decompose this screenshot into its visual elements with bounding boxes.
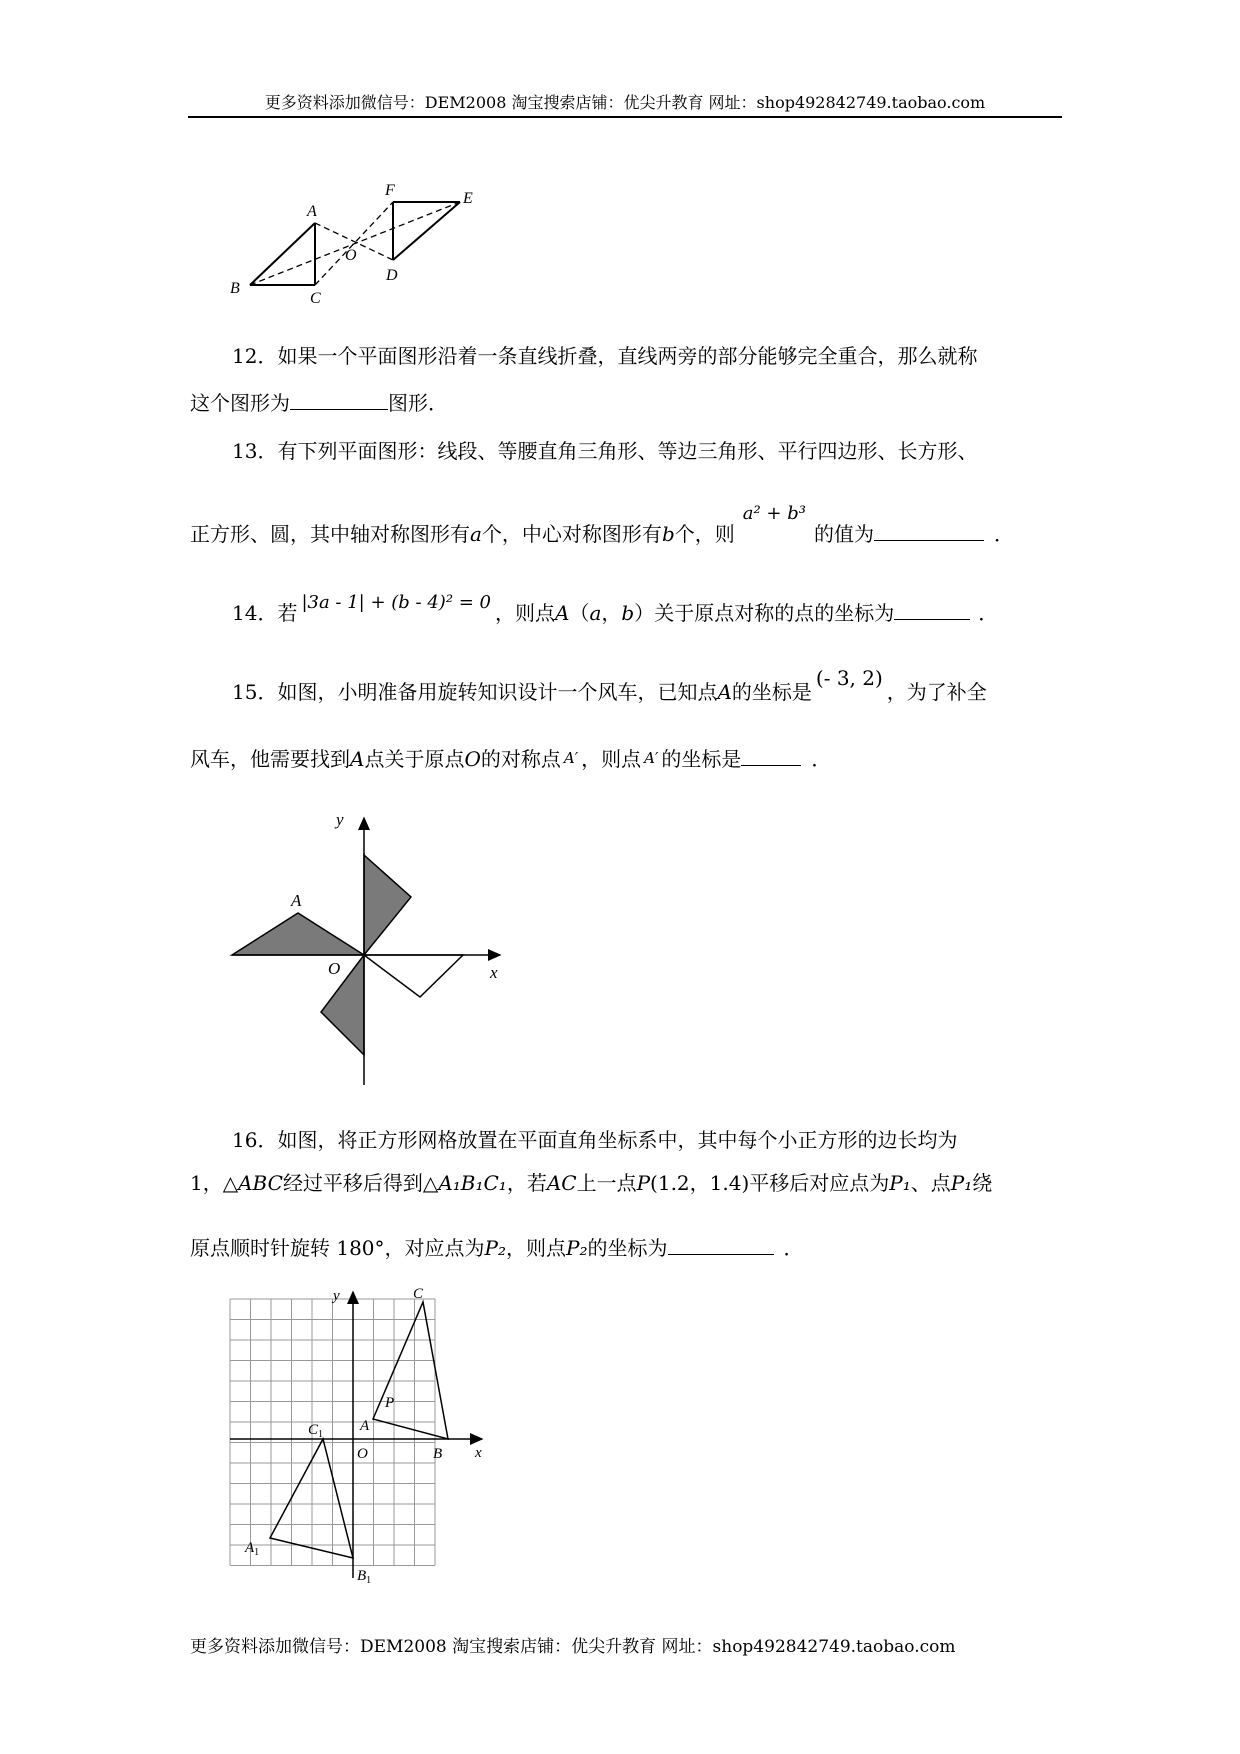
- label-f: F: [385, 182, 395, 199]
- question-16-line-3: 原点顺时针旋转 180°，对应点为P₂，则点P₂的坐标为 ．: [190, 1232, 804, 1263]
- question-15-line-2: 风车，他需要找到A点关于原点O的对称点 A′ ，则点 A′ 的坐标是 ．: [190, 743, 831, 776]
- formula-a2-b3: a² + b³: [742, 503, 806, 524]
- axis-label-x: x: [475, 1445, 482, 1461]
- label-o: O: [345, 247, 357, 264]
- blade-top: [364, 855, 411, 955]
- label-c: C: [310, 290, 321, 305]
- formula-abs-square: |3a - 1| + (b - 4)² = 0: [301, 592, 492, 613]
- page-header: 更多资料添加微信号：DEM2008 淘宝搜索店铺：优尖升教育 网址：shop492842749.taobao.com: [264, 93, 986, 112]
- label-e: E: [463, 190, 473, 207]
- label-o: O: [357, 1446, 368, 1462]
- label-a1: $A_1$: [245, 1540, 260, 1558]
- figure-grid-triangles: [220, 1280, 500, 1595]
- figure-windmill: [228, 800, 518, 1090]
- question-13-line-2: 正方形、圆，其中轴对称图形有a个，中心对称图形有b个，则a² + b³的值为 ．: [190, 503, 1014, 546]
- question-14: 14．若 |3a - 1| + (b - 4)² = 0 ，则点A（a，b）关于原点对称的点的坐标为 ．: [232, 592, 999, 625]
- question-12-line-2: 这个图形为 图形．: [190, 387, 448, 418]
- answer-blank-16[interactable]: [668, 1232, 774, 1255]
- question-15-line-1: 15．如图，小明准备用旋转知识设计一个风车，已知点A的坐标是(- 3, 2)，为了补全: [232, 666, 987, 704]
- blade-right: [364, 955, 463, 997]
- label-c: C: [413, 1286, 424, 1302]
- figure-parallelograms: [225, 175, 485, 305]
- grid: [230, 1299, 435, 1566]
- segment-ab: [250, 223, 315, 285]
- label-d: D: [386, 267, 398, 284]
- segment-de: [393, 202, 460, 260]
- label-a: A: [307, 203, 317, 220]
- label-c1: $C_1$: [308, 1422, 324, 1440]
- answer-blank-13[interactable]: [874, 518, 984, 541]
- label-b: B: [433, 1446, 443, 1462]
- label-a: A: [360, 1418, 370, 1434]
- label-b: B: [230, 280, 240, 297]
- axis-label-y: y: [336, 810, 344, 829]
- blade-upper-left: [232, 913, 364, 955]
- question-12-line-1: 12．如果一个平面图形沿着一条直线折叠，直线两旁的部分能够完全重合，那么就称: [232, 344, 978, 368]
- coordinate-a: (- 3, 2): [815, 666, 883, 690]
- axis-label-x: x: [490, 963, 498, 982]
- label-b1: $B_1$: [357, 1568, 372, 1586]
- question-16-line-2: 1，△ABC经过平移后得到△A₁B₁C₁，若AC上一点P(1.2，1.4)平移后对应点为P₁、点P₁绕: [190, 1171, 993, 1195]
- question-13-line-1: 13．有下列平面图形：线段、等腰直角三角形、等边三角形、平行四边形、长方形、: [232, 439, 978, 463]
- answer-blank-15[interactable]: [741, 743, 801, 766]
- label-a: A: [291, 891, 302, 910]
- page-footer: 更多资料添加微信号：DEM2008 淘宝搜索店铺：优尖升教育 网址：shop492842749.taobao.com: [190, 1637, 956, 1657]
- header-divider: [188, 116, 1062, 118]
- label-o: O: [328, 959, 341, 978]
- question-16-line-1: 16．如图，将正方形网格放置在平面直角坐标系中，其中每个小正方形的边长均为: [232, 1128, 958, 1152]
- answer-blank-12[interactable]: [290, 387, 388, 410]
- axis-label-y: y: [333, 1288, 340, 1304]
- triangle-abc: [373, 1302, 448, 1439]
- answer-blank-14[interactable]: [894, 597, 970, 620]
- dashed-be: [250, 202, 460, 285]
- label-p: P: [385, 1395, 395, 1411]
